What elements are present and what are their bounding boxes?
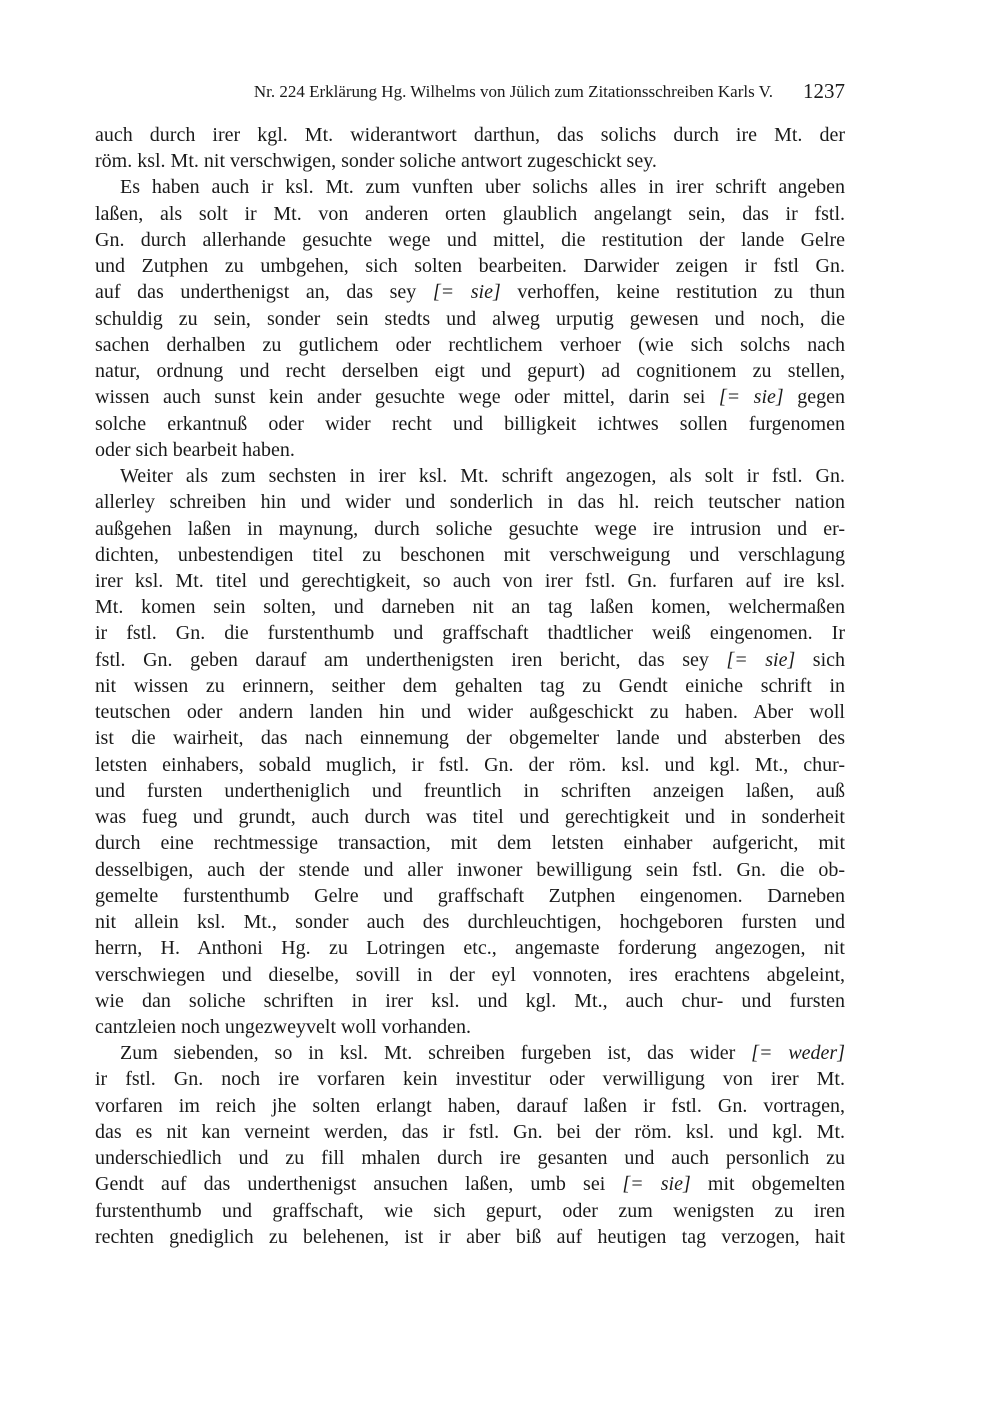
text-line [95, 516, 845, 542]
text-segment: irer ksl. Mt. titel und gerechtigkeit, so auch von irer fstl. Gn. furfaren auf ire ksl. [95, 569, 845, 592]
text-line [95, 358, 845, 384]
text-line [95, 988, 845, 1014]
text-segment: solche erkantnuß oder wider recht und billigkeit ichtwes sollen furgenomen [95, 412, 845, 435]
text-segment: auf das underthenigst an, das sey [95, 281, 433, 304]
text-segment: sachen derhalben zu gutlichem oder rechtlichem verhoer (wie sich solchs nach [95, 333, 845, 356]
text-line [95, 594, 845, 620]
text-segment: ir fstl. Gn. die furstenthumb und graffschaft thadtlicher weiß eingenomen. Ir [95, 622, 845, 645]
text-segment: teutschen oder andern landen hin und wider außgeschickt zu haben. Aber woll [95, 701, 845, 724]
text-line [95, 647, 845, 673]
text-line [95, 830, 845, 856]
text-line [95, 857, 845, 883]
text-line [95, 1171, 845, 1197]
text-segment: Gendt auf das underthenigst ansuchen laßen, umb sei [95, 1173, 623, 1196]
text-segment: Zum siebenden, so in ksl. Mt. schreiben furgeben ist, das wider [120, 1042, 752, 1065]
text-segment: Gn. durch allerhande gesuchte wege und mittel, die restitution der lande Gelre [95, 228, 845, 251]
text-segment: gemelte furstenthumb Gelre und graffschaft Zutphen eingenomen. Darneben [95, 884, 845, 907]
text-line [95, 148, 845, 174]
text-line [95, 725, 845, 751]
text-line [95, 332, 845, 358]
text-line [95, 542, 845, 568]
text-segment: ist die wairheit, das nach einnemung der obgemelter lande und absterben des [95, 727, 845, 750]
text-segment: was fueg und grundt, auch durch was titel und gerechtigkeit und in sonderheit [95, 806, 845, 829]
editorial-note: [= sie] [718, 386, 784, 409]
text-line [95, 673, 845, 699]
text-line [95, 962, 845, 988]
text-line [95, 437, 845, 463]
editorial-note: [= sie] [622, 1173, 691, 1196]
text-segment: furstenthumb und graffschaft, wie sich gepurt, oder zum wenigsten zu iren [95, 1199, 845, 1222]
text-segment: oder sich bearbeit haben. [95, 438, 295, 461]
text-line [95, 804, 845, 830]
text-line [95, 778, 845, 804]
text-segment: verschwiegen und dieselbe, sovill in der eyl vonnoten, ires erachtens abgeleint, [95, 963, 845, 986]
text-segment: rechten gnediglich zu belehenen, ist ir aber biß auf heutigen tag verzogen, hait [95, 1225, 845, 1248]
text-line [95, 306, 845, 332]
text-line [95, 1093, 845, 1119]
text-segment: auch durch irer kgl. Mt. widerantwort darthun, das solichs durch ire Mt. der [95, 124, 845, 146]
text-segment: und fursten undertheniglich und freuntlich in schriften anzeigen laßen, auß [95, 779, 845, 802]
text-segment: Es haben auch ir ksl. Mt. zum vunften uber solichs alles in irer schrift angeben [120, 176, 845, 199]
text-line [95, 1119, 845, 1145]
text-line [95, 489, 845, 515]
text-segment: das es nit kan verneint werden, das ir fstl. Gn. bei der röm. ksl. und kgl. Mt. [95, 1120, 845, 1143]
text-segment: vorfaren im reich jhe solten erlangt haben, darauf laßen ir fstl. Gn. vortragen, [95, 1094, 845, 1117]
text-segment: Mt. komen sein solten, und darneben nit an tag laßen komen, welchermaßen [95, 596, 845, 619]
text-segment: herrn, H. Anthoni Hg. zu Lotringen etc., angemaste forderung angezogen, nit [95, 937, 845, 960]
editorial-note: [= sie] [726, 648, 796, 671]
text-segment: schuldig zu sein, sonder sein stedts und alweg urputig gewesen und noch, die [95, 307, 845, 330]
text-segment: wie dan soliche schriften in irer ksl. und kgl. Mt., auch chur- und fursten [95, 989, 845, 1012]
editorial-note: [= weder] [751, 1042, 845, 1065]
text-segment: mit obgemelten [690, 1173, 845, 1196]
text-line [95, 1198, 845, 1224]
text-line [95, 463, 845, 489]
text-line [95, 699, 845, 725]
text-line [95, 122, 845, 148]
text-segment: allerley schreiben hin und wider und sonderlich in das hl. reich teutscher nation [95, 491, 845, 514]
text-line [95, 201, 845, 227]
text-line [95, 174, 845, 200]
text-segment: laßen, als solt ir Mt. von anderen orten glaublich angelangt sein, das ir fstl. [95, 202, 845, 225]
text-line [95, 227, 845, 253]
text-segment: ir fstl. Gn. noch ire vorfaren kein investitur oder verwilligung von irer Mt. [95, 1068, 845, 1091]
text-line [95, 384, 845, 410]
text-segment: Weiter als zum sechsten in irer ksl. Mt. schrift angezogen, als solt ir fstl. Gn. [120, 465, 845, 488]
text-line [95, 253, 845, 279]
document-body [95, 122, 845, 1250]
text-segment: dichten, unbestendigen titel zu beschonen mit verschweigung und verschlagung [95, 543, 845, 566]
text-segment: underschiedlich und zu fill mhalen durch ire gesanten und auch personlich zu [95, 1147, 845, 1170]
text-line [95, 935, 845, 961]
text-line [95, 1014, 845, 1040]
text-segment: wissen auch sunst kein ander gesuchte wege oder mittel, darin sei [95, 386, 719, 409]
text-segment: nit allein ksl. Mt., sonder auch des durchleuchtigen, hochgeboren fursten und [95, 911, 845, 934]
text-line [95, 568, 845, 594]
text-line [95, 1145, 845, 1171]
page-header [95, 80, 845, 106]
text-line [95, 883, 845, 909]
text-line [95, 411, 845, 437]
text-segment: cantzleien noch ungezweyvelt woll vorhanden. [95, 1015, 471, 1038]
text-line [95, 909, 845, 935]
text-segment: fstl. Gn. geben darauf am underthenigsten iren bericht, das sey [95, 648, 727, 671]
text-segment: verhoffen, keine restitution zu thun [500, 281, 845, 304]
text-segment: und Zutphen zu umbgehen, sich solten bearbeiten. Darwider zeigen ir fstl Gn. [95, 255, 845, 278]
running-title: Nr. 224 Erklärung Hg. Wilhelms von Jülich zum Zitationsschreiben Karls V. [253, 82, 773, 101]
text-segment: desselbigen, auch der stende und aller inwoner bewilligung sein fstl. Gn. die ob- [95, 858, 845, 881]
text-line [95, 752, 845, 778]
text-line [95, 279, 845, 305]
text-line [95, 1066, 845, 1092]
text-segment: außgehen laßen in maynung, durch soliche gesuchte wege ire intrusion und er- [95, 517, 845, 540]
text-line [95, 620, 845, 646]
editorial-note: [= sie] [432, 281, 501, 304]
text-segment: sich [795, 648, 845, 671]
page-number: 1237 [803, 79, 845, 103]
text-segment: letsten einhabers, sobald muglich, ir fstl. Gn. der röm. ksl. und kgl. Mt., chur- [95, 753, 845, 776]
text-segment: natur, ordnung und recht derselben eigt und gepurt) ad cognitionem zu stellen, [95, 360, 845, 383]
text-segment: durch eine rechtmessige transaction, mit dem letsten einhaber aufgericht, mit [95, 832, 845, 855]
text-line [95, 1224, 845, 1250]
text-segment: röm. ksl. Mt. nit verschwigen, sonder soliche antwort zugeschickt sey. [95, 150, 657, 173]
text-segment: gegen [783, 386, 845, 409]
text-line [95, 1040, 845, 1066]
text-segment: nit wissen zu erinnern, seither dem gehalten tag zu Gendt einiche schrift in [95, 674, 845, 697]
